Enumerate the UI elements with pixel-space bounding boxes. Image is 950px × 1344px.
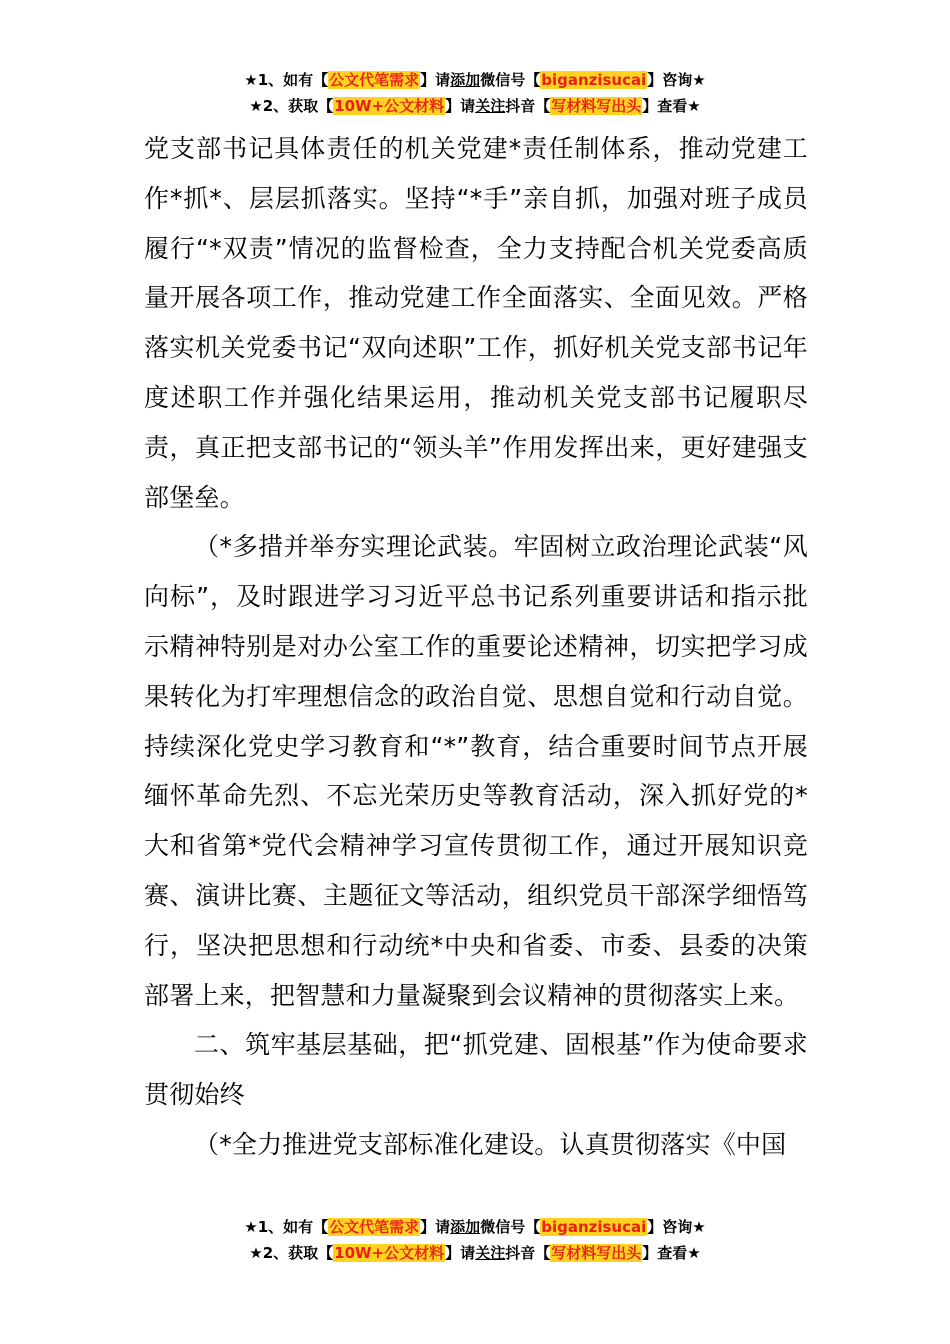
banner-text: 】咨询 — [647, 71, 693, 89]
banner-text: 】请 — [420, 71, 451, 89]
footer-banner — [0, 1214, 950, 1266]
banner-text: 】查看 — [642, 97, 688, 115]
highlight-materials: 10W+公文材料 — [334, 97, 445, 115]
banner-text: 1、如有【 — [257, 1218, 329, 1236]
highlight-service: 公文代笔需求 — [329, 1218, 420, 1236]
highlight-wechat-id: biganzisucai — [541, 71, 647, 89]
highlight-materials: 10W+公文材料 — [334, 1244, 445, 1262]
underlined-action: 关注 — [475, 1244, 506, 1262]
highlight-wechat-id: biganzisucai — [541, 1218, 647, 1236]
star-icon: ★ — [687, 1244, 701, 1262]
highlight-service: 公文代笔需求 — [329, 71, 420, 89]
body-paragraph: 党支部书记具体责任的机关党建*责任制体系，推动党建工作*抓*、层层抓落实。坚持“*手”亲自抓，加强对班子成员履行“*双责”情况的监督检查，全力支持配合机关党委高质量开展各项工作，推动党建工作全面落实、全面见效。严格落实机关党委书记“双向述职”工作，抓好机关党支部书记年度述职工作并强化结果运用，推动机关党支部书记履职尽责，真正把支部书记的“领头羊”作用发挥出来，更好建强支部堡垒。 — [144, 134, 808, 512]
section-heading: 二、筑牢基层基础，把“抓党建、固根基”作为使命要求贯彻始终 — [144, 1030, 808, 1110]
body-paragraph: （*全力推进党支部标准化建设。认真贯彻落实《中国 — [194, 1129, 787, 1159]
highlight-douyin: 写材料写出头 — [551, 97, 642, 115]
document-body — [144, 124, 808, 1170]
banner-line-1 — [0, 1214, 950, 1240]
banner-line-1 — [0, 67, 950, 93]
banner-text: 微信号【 — [480, 1218, 541, 1236]
star-icon: ★ — [249, 97, 263, 115]
banner-text: 】咨询 — [647, 1218, 693, 1236]
star-icon: ★ — [244, 1218, 258, 1236]
star-icon: ★ — [244, 71, 258, 89]
banner-text: 】查看 — [642, 1244, 688, 1262]
star-icon: ★ — [692, 71, 706, 89]
banner-text: 2、获取【 — [262, 1244, 334, 1262]
star-icon: ★ — [687, 97, 701, 115]
star-icon: ★ — [692, 1218, 706, 1236]
banner-line-2 — [0, 1240, 950, 1266]
underlined-action: 关注 — [475, 97, 506, 115]
banner-text: 抖音【 — [505, 97, 551, 115]
banner-text: 】请 — [420, 1218, 451, 1236]
banner-text: 】请 — [445, 97, 476, 115]
banner-line-2 — [0, 93, 950, 119]
banner-text: 1、如有【 — [257, 71, 329, 89]
highlight-douyin: 写材料写出头 — [551, 1244, 642, 1262]
star-icon: ★ — [249, 1244, 263, 1262]
underlined-action: 添加 — [450, 1218, 481, 1236]
underlined-action: 添加 — [450, 71, 481, 89]
header-banner — [0, 67, 950, 119]
body-paragraph: （*多措并举夯实理论武装。牢固树立政治理论武装“风向标”，及时跟进学习习近平总书记系列重要讲话和指示批示精神特别是对办公室工作的重要论述精神，切实把学习成果转化为打牢理想信念的政治自觉、思想自觉和行动自觉。持续深化党史学习教育和“*”教育，结合重要时间节点开展缅怀革命先烈、不忘光荣历史等教育活动，深入抓好党的*大和省第*党代会精神学习宣传贯彻工作，通过开展知识竞赛、演讲比赛、主题征文等活动，组织党员干部深学细悟笃行，坚决把思想和行动统*中央和省委、市委、县委的决策部署上来，把智慧和力量凝聚到会议精神的贯彻落实上来。 — [144, 532, 808, 1010]
banner-text: 】请 — [445, 1244, 476, 1262]
banner-text: 2、获取【 — [262, 97, 334, 115]
banner-text: 抖音【 — [505, 1244, 551, 1262]
banner-text: 微信号【 — [480, 71, 541, 89]
